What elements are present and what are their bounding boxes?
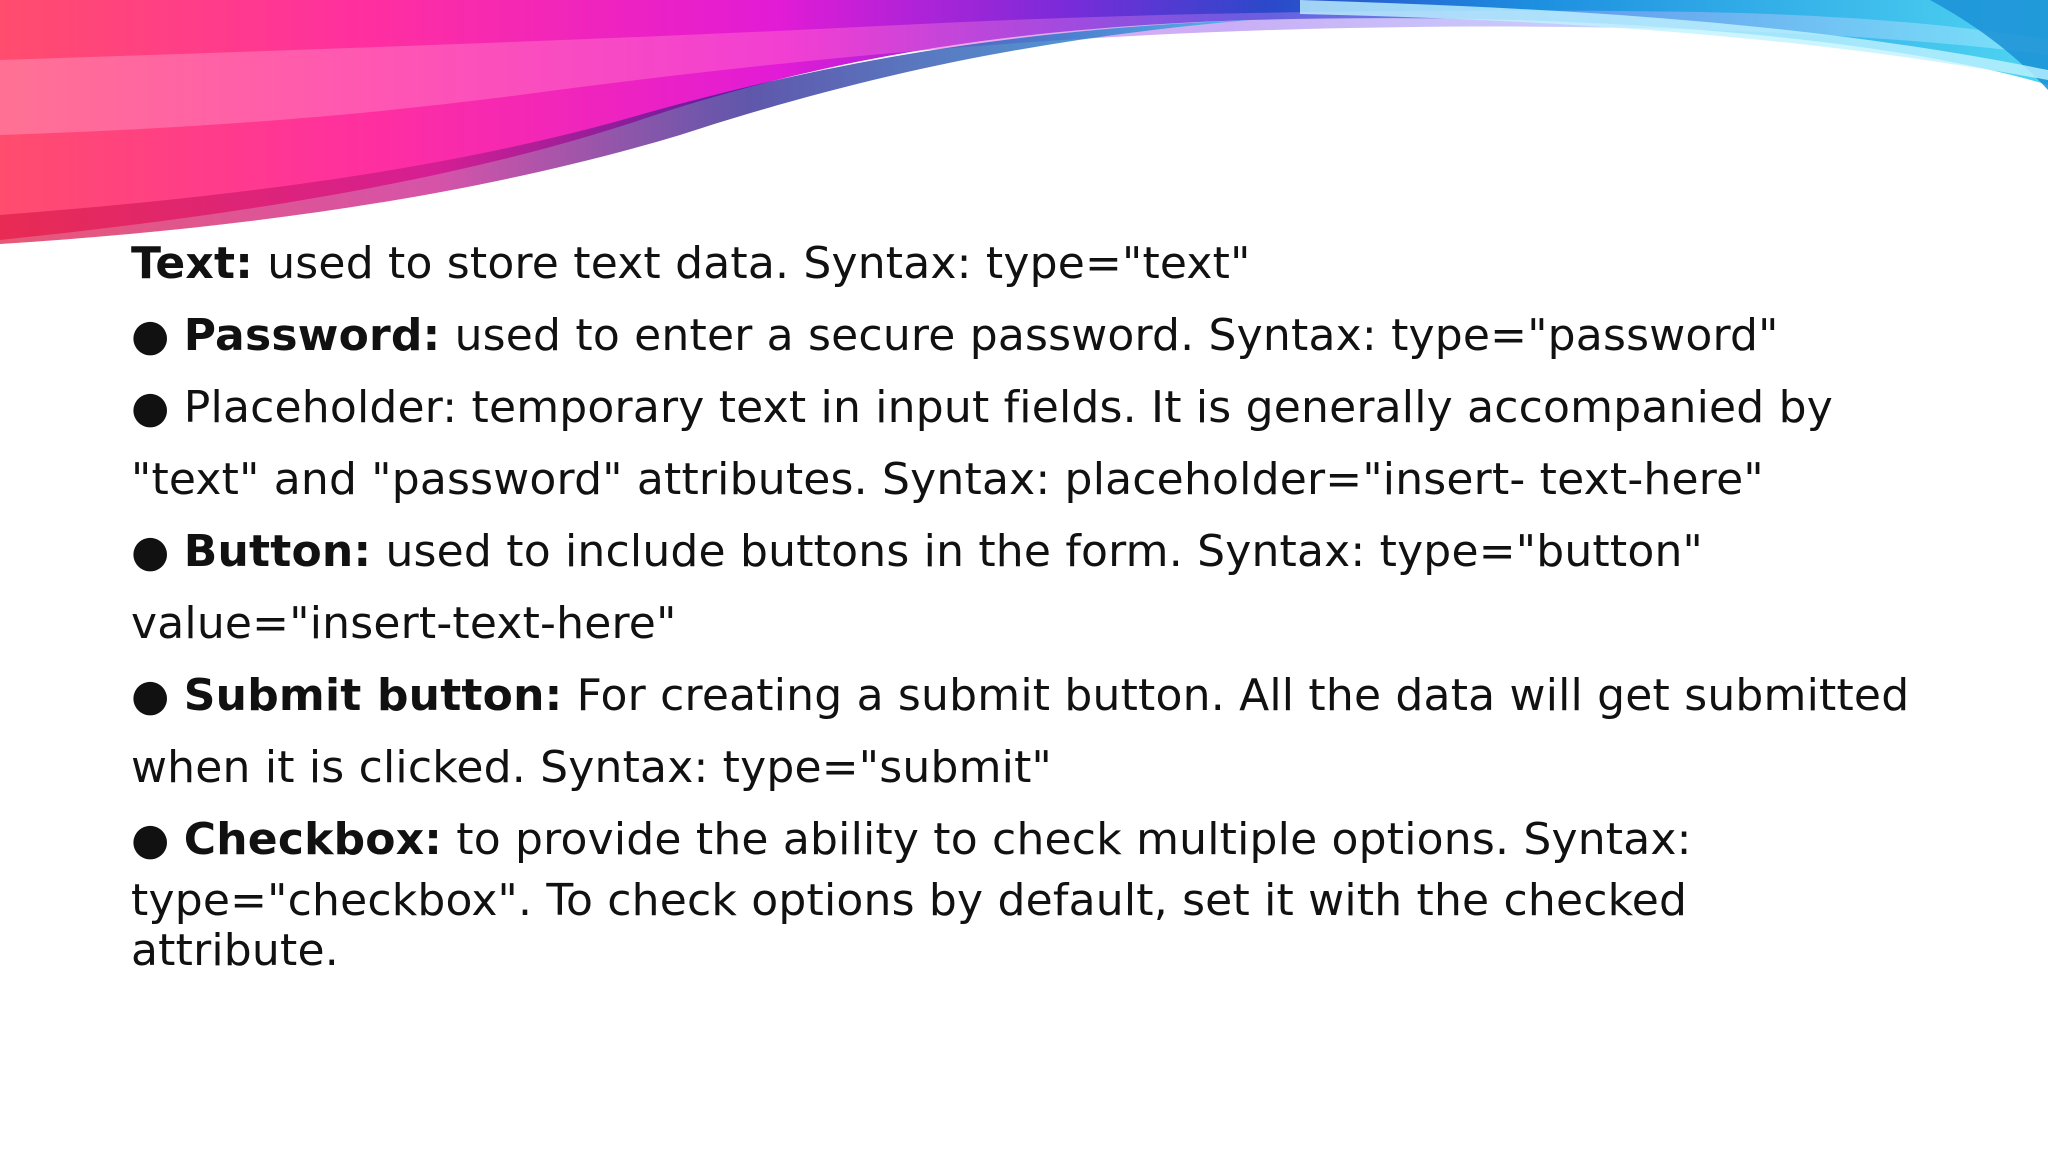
bullet: ● (131, 814, 184, 865)
bullet: ● (131, 670, 184, 721)
text-line (131, 372, 1931, 444)
description: value="insert-text-here" (131, 598, 677, 649)
description: For creating a submit button. All the data will get submitted (562, 670, 1910, 721)
slide-body-text (131, 228, 1931, 976)
term-label: Submit button: (183, 670, 563, 721)
bullet: ● (131, 382, 184, 433)
description: Placeholder: temporary text in input fields. It is generally accompanied by (183, 382, 1833, 433)
bullet: ● (131, 310, 184, 361)
text-line (131, 228, 1931, 300)
description: to provide the ability to check multiple options. Syntax: (442, 814, 1692, 865)
text-line (131, 444, 1931, 516)
text-line (131, 732, 1931, 804)
bullet: ● (131, 526, 184, 577)
text-line (131, 516, 1931, 588)
description: when it is clicked. Syntax: type="submit" (131, 742, 1052, 793)
term-label: Checkbox: (183, 814, 443, 865)
text-line (131, 926, 1931, 976)
decorative-swoosh-banner (0, 0, 2048, 260)
text-line (131, 660, 1931, 732)
description: used to enter a secure password. Syntax: type="password" (440, 310, 1779, 361)
text-line (131, 588, 1931, 660)
term-label: Text: (131, 238, 254, 289)
text-line (131, 300, 1931, 372)
term-label: Password: (183, 310, 441, 361)
description: attribute. (131, 925, 339, 976)
text-line (131, 804, 1931, 876)
description: used to store text data. Syntax: type="text" (253, 238, 1251, 289)
text-line (131, 876, 1931, 926)
term-label: Button: (183, 526, 372, 577)
description: "text" and "password" attributes. Syntax: placeholder="insert- text-here" (131, 454, 1764, 505)
description: used to include buttons in the form. Syntax: type="button" (371, 526, 1703, 577)
description: type="checkbox". To check options by default, set it with the checked (131, 875, 1688, 926)
